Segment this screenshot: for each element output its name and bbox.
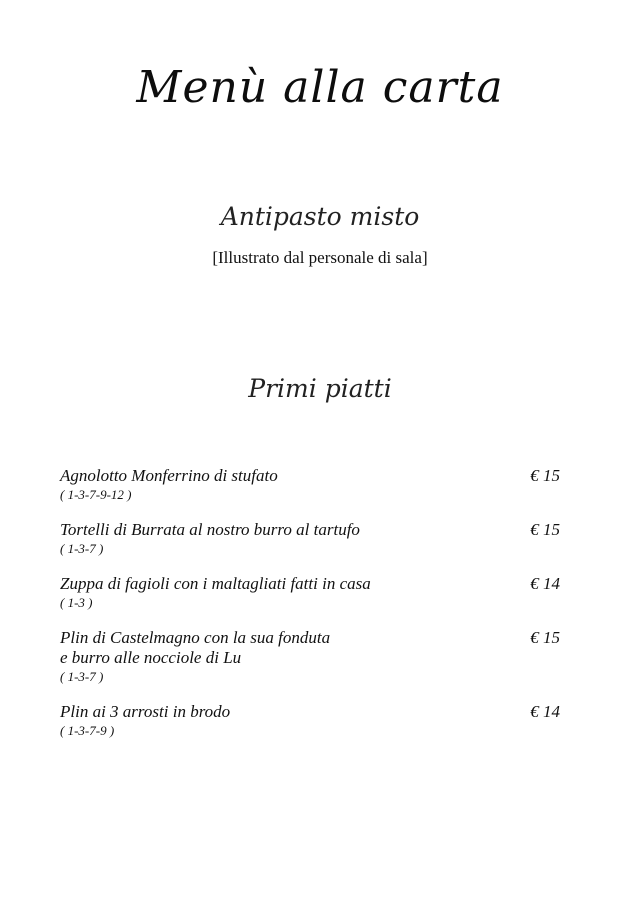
dish-item: [60, 520, 560, 558]
dish-item: [60, 702, 560, 740]
dish-allergens: ( 1-3-7-9 ): [60, 723, 115, 738]
dish-price: € 14: [530, 702, 560, 721]
dish-price: € 15: [530, 466, 560, 485]
antipasto-note: [Illustrato dal personale di sala]: [212, 248, 428, 267]
dish-name: Plin ai 3 arrosti in brodo: [60, 702, 231, 721]
dish-item: [60, 466, 560, 504]
primi-heading: Primi piatti: [248, 374, 392, 403]
dish-name: Agnolotto Monferrino di stufato: [60, 466, 278, 485]
dish-allergens: ( 1-3-7 ): [60, 541, 104, 556]
dish-name: Zuppa di fagioli con i maltagliati fatti in casa: [60, 574, 371, 593]
antipasto-heading: Antipasto misto: [220, 202, 420, 231]
dish-allergens: ( 1-3-7-9-12 ): [60, 487, 132, 502]
dish-allergens: ( 1-3 ): [60, 595, 93, 610]
dish-item: [60, 628, 560, 686]
dish-item: [60, 574, 560, 612]
dish-price: € 15: [530, 520, 560, 539]
primi-dish-list: [60, 466, 560, 756]
dish-name: Plin di Castelmagno con la sua fonduta e burro alle nocciole di Lu: [60, 628, 331, 667]
dish-name: Tortelli di Burrata al nostro burro al tartufo: [60, 520, 360, 539]
dish-price: € 14: [530, 574, 560, 593]
menu-title: Menù alla carta: [136, 62, 504, 113]
dish-price: € 15: [530, 628, 560, 647]
dish-allergens: ( 1-3-7 ): [60, 669, 104, 684]
